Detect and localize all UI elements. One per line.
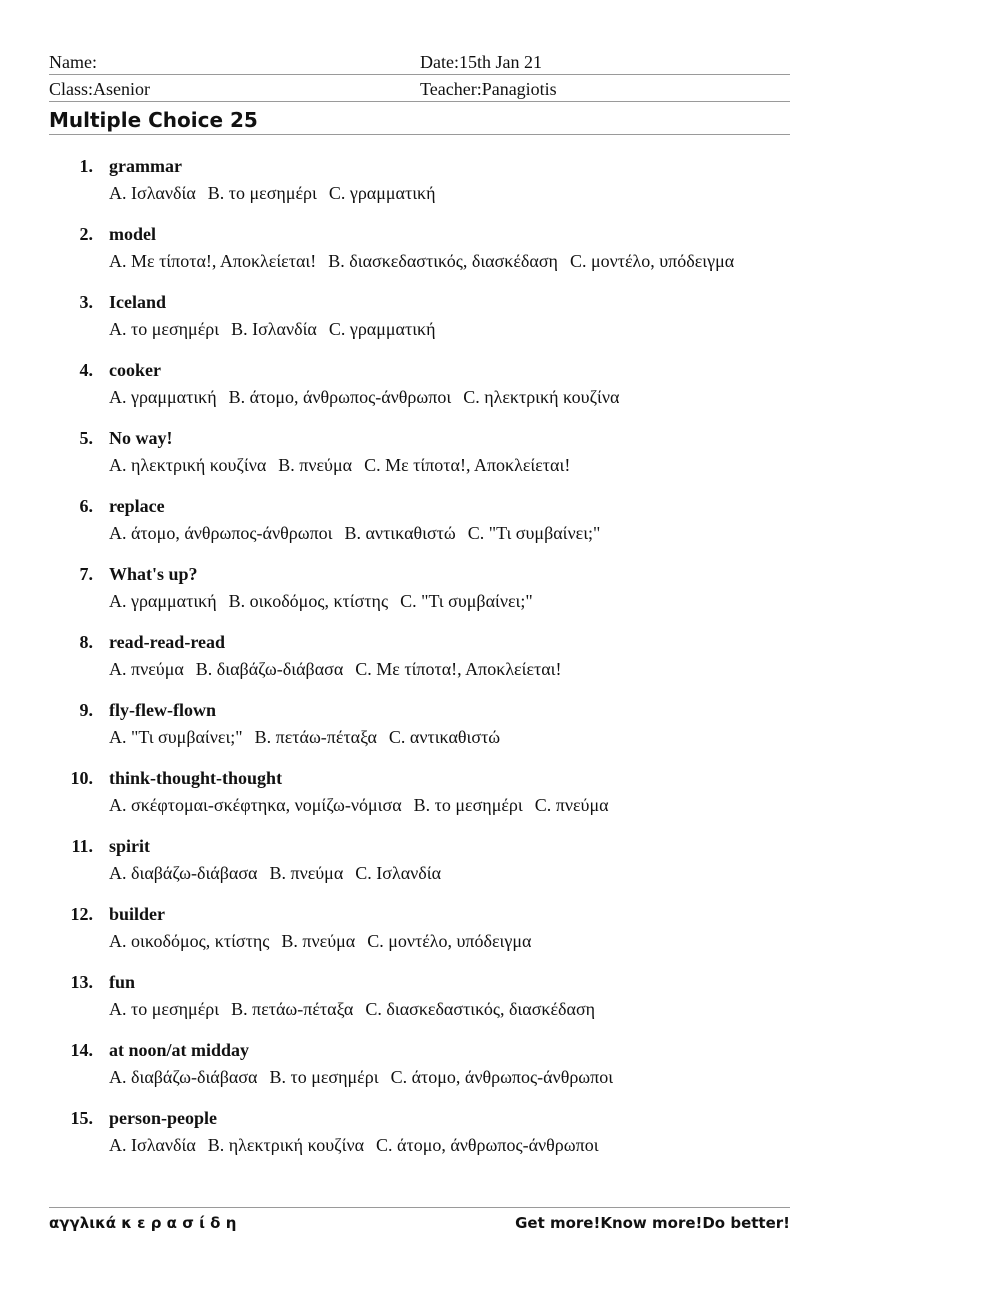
answer-option-c[interactable]: C. "Τι συμβαίνει;"	[467, 523, 601, 543]
answer-option-b[interactable]: B. αντικαθιστώ	[344, 523, 456, 543]
question-item	[49, 696, 790, 764]
answer-option-a[interactable]: A. σκέφτομαι-σκέφτηκα, νομίζω-νόμισα	[109, 795, 402, 815]
class-field: Class:Asenior	[49, 79, 150, 99]
answer-option-c[interactable]: C. γραμματική	[328, 183, 436, 203]
answer-options	[109, 251, 746, 272]
question-number: 9.	[79, 700, 93, 720]
answer-option-a[interactable]: A. διαβάζω-διάβασα	[109, 1067, 258, 1087]
answer-option-c[interactable]: C. μοντέλο, υπόδειγμα	[367, 931, 532, 951]
question-word: read-read-read	[109, 632, 225, 652]
answer-option-b[interactable]: B. διαβάζω-διάβασα	[195, 659, 344, 679]
answer-option-a[interactable]: A. γραμματική	[109, 387, 217, 407]
footer-brand: αγγλικά κ ε ρ α σ ί δ η	[49, 1214, 237, 1232]
answer-options	[109, 387, 631, 408]
question-number: 15.	[70, 1108, 93, 1128]
question-number: 11.	[71, 836, 93, 856]
header-row-name-date	[49, 48, 790, 75]
answer-option-c[interactable]: C. Με τίποτα!, Αποκλείεται!	[355, 659, 562, 679]
question-item	[49, 832, 790, 900]
question-number: 7.	[79, 564, 93, 584]
answer-options	[109, 999, 607, 1020]
answer-options	[109, 863, 453, 884]
question-item	[49, 152, 790, 220]
answer-option-b[interactable]: B. πνεύμα	[269, 863, 344, 883]
question-word: What's up?	[109, 564, 198, 584]
answer-option-a[interactable]: A. "Τι συμβαίνει;"	[109, 727, 243, 747]
answer-option-b[interactable]: B. πνεύμα	[281, 931, 356, 951]
question-word: Iceland	[109, 292, 167, 312]
answer-options	[109, 931, 543, 952]
question-item	[49, 560, 790, 628]
teacher-field: Teacher:Panagiotis	[420, 79, 557, 99]
answer-option-a[interactable]: A. πνεύμα	[109, 659, 184, 679]
question-number: 13.	[70, 972, 93, 992]
answer-option-c[interactable]: C. ηλεκτρική κουζίνα	[463, 387, 620, 407]
question-word: builder	[109, 904, 166, 924]
question-item	[49, 424, 790, 492]
question-word: person-people	[109, 1108, 217, 1128]
answer-option-b[interactable]: B. οικοδόμος, κτίστης	[228, 591, 389, 611]
answer-options	[109, 591, 545, 612]
answer-option-c[interactable]: C. άτομο, άνθρωπος-άνθρωποι	[376, 1135, 599, 1155]
question-word: cooker	[109, 360, 161, 380]
question-number: 10.	[70, 768, 93, 788]
answer-option-a[interactable]: A. διαβάζω-διάβασα	[109, 863, 258, 883]
question-word: model	[109, 224, 156, 244]
answer-option-b[interactable]: B. ηλεκτρική κουζίνα	[207, 1135, 365, 1155]
answer-option-a[interactable]: A. άτομο, άνθρωπος-άνθρωποι	[109, 523, 333, 543]
question-number: 3.	[79, 292, 93, 312]
question-word: think-thought-thought	[109, 768, 283, 788]
answer-option-b[interactable]: B. άτομο, άνθρωπος-άνθρωποι	[228, 387, 452, 407]
answer-option-b[interactable]: B. το μεσημέρι	[207, 183, 317, 203]
question-number: 5.	[79, 428, 93, 448]
header-row-class-teacher	[49, 75, 790, 102]
question-word: spirit	[109, 836, 151, 856]
answer-option-a[interactable]: A. Ισλανδία	[109, 1135, 196, 1155]
answer-option-b[interactable]: B. Ισλανδία	[231, 319, 317, 339]
question-number: 1.	[79, 156, 93, 176]
answer-option-c[interactable]: C. μοντέλο, υπόδειγμα	[569, 251, 735, 271]
question-number: 2.	[79, 224, 93, 244]
question-number: 6.	[79, 496, 93, 516]
answer-option-b[interactable]: B. πνεύμα	[278, 455, 353, 475]
worksheet-header	[49, 48, 790, 1155]
question-item	[49, 1104, 790, 1172]
question-number: 4.	[79, 360, 93, 380]
question-number: 12.	[70, 904, 93, 924]
answer-option-b[interactable]: B. διασκεδαστικός, διασκέδαση	[328, 251, 558, 271]
answer-option-c[interactable]: C. Ισλανδία	[355, 863, 442, 883]
answer-options	[109, 727, 512, 748]
question-number: 8.	[79, 632, 93, 652]
question-item	[49, 492, 790, 560]
question-word: No way!	[109, 428, 173, 448]
answer-option-a[interactable]: A. οικοδόμος, κτίστης	[109, 931, 270, 951]
answer-options	[109, 183, 448, 204]
answer-option-b[interactable]: B. πετάω-πέταξα	[231, 999, 354, 1019]
answer-option-c[interactable]: C. άτομο, άνθρωπος-άνθρωποι	[390, 1067, 614, 1087]
footer-slogan: Get more!Know more!Do better!	[515, 1214, 790, 1232]
answer-option-b[interactable]: B. πετάω-πέταξα	[254, 727, 377, 747]
answer-option-a[interactable]: A. Ισλανδία	[109, 183, 196, 203]
question-word: grammar	[109, 156, 182, 176]
answer-option-b[interactable]: B. το μεσημέρι	[269, 1067, 379, 1087]
answer-option-a[interactable]: A. το μεσημέρι	[109, 319, 220, 339]
answer-option-c[interactable]: C. Με τίποτα!, Αποκλείεται!	[364, 455, 571, 475]
question-item	[49, 356, 790, 424]
answer-options	[109, 795, 621, 816]
answer-option-b[interactable]: B. το μεσημέρι	[413, 795, 523, 815]
question-item	[49, 220, 790, 288]
name-field: Name:	[49, 52, 97, 72]
footer	[49, 1207, 790, 1232]
question-word: fun	[109, 972, 136, 992]
answer-option-a[interactable]: A. Με τίποτα!, Αποκλείεται!	[109, 251, 317, 271]
question-word: at noon/at midday	[109, 1040, 250, 1060]
answer-option-a[interactable]: A. γραμματική	[109, 591, 217, 611]
answer-options	[109, 523, 612, 544]
answer-options	[109, 1135, 611, 1156]
answer-option-a[interactable]: A. ηλεκτρική κουζίνα	[109, 455, 267, 475]
answer-options	[109, 659, 574, 680]
answer-option-c[interactable]: C. γραμματική	[328, 319, 436, 339]
question-number: 14.	[70, 1040, 93, 1060]
question-item	[49, 1036, 790, 1104]
answer-option-a[interactable]: A. το μεσημέρι	[109, 999, 220, 1019]
answer-option-c[interactable]: C. "Τι συμβαίνει;"	[400, 591, 533, 611]
answer-option-c[interactable]: C. διασκεδαστικός, διασκέδαση	[365, 999, 596, 1019]
answer-options	[109, 455, 582, 476]
question-item	[49, 968, 790, 1036]
answer-options	[109, 319, 448, 340]
question-word: fly-flew-flown	[109, 700, 216, 720]
question-word: replace	[109, 496, 165, 516]
question-list	[49, 152, 790, 1172]
question-item	[49, 764, 790, 832]
answer-option-c[interactable]: C. αντικαθιστώ	[388, 727, 501, 747]
question-item	[49, 628, 790, 696]
question-item	[49, 900, 790, 968]
answer-options	[109, 1067, 625, 1088]
question-item	[49, 288, 790, 356]
answer-option-c[interactable]: C. πνεύμα	[534, 795, 609, 815]
date-field: Date:15th Jan 21	[420, 52, 542, 72]
page-title: Multiple Choice 25	[49, 102, 790, 135]
